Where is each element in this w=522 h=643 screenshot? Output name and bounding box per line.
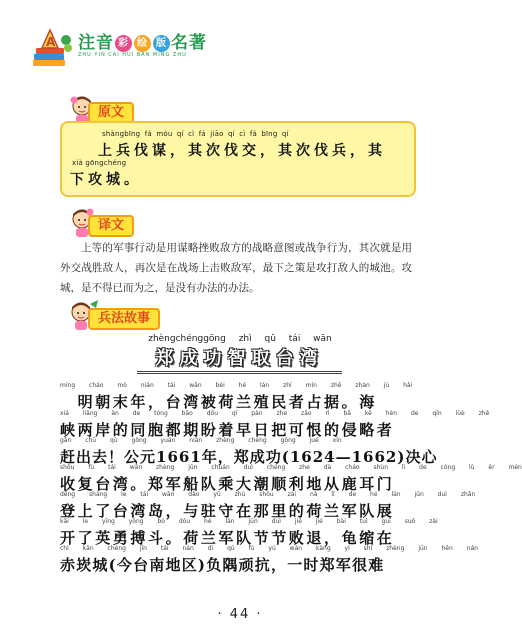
book-header	[30, 26, 280, 70]
story-line-text: 赶出去！公元1661年，郑成功(1624—1662)决心	[60, 448, 438, 466]
story-line-pinyin: míng cháo mò nián tái wān bèi hé lán zhí mín zhě zhàn jù hǎi	[60, 382, 413, 389]
story-line-text: 峡两岸的同胞都期盼着早日把可恨的侵略者	[60, 421, 395, 439]
story-line-pinyin: xiá liǎng àn de tóng bāo dōu qī pàn zhe zǎo rì bǎ kě hèn de qīn lüè zhě	[60, 410, 490, 417]
story-line-text: 收复台湾。郑军船队乘大潮顺利地从鹿耳门	[60, 475, 395, 493]
yuanwen-text-line-2: 下攻城。	[70, 172, 142, 188]
series-title-prefix: 注音	[78, 33, 114, 53]
yiwen-label: 译文	[88, 215, 134, 237]
story-line-pinyin: dēng shàng le tái wān dǎo yǔ zhù shǒu zài nà lǐ de hé lán jūn duì zhǎn	[60, 491, 476, 498]
story-line-pinyin: chì kǎn chéng jīn tái nán dì qū fù yú wán kàng yì shí zhèng jūn hěn nán	[60, 545, 478, 552]
series-title-suffix: 名著	[171, 33, 207, 53]
yuanwen-pinyin-line-2: xià gōngchéng	[72, 159, 127, 167]
book-stack-logo-icon	[30, 26, 74, 70]
page-number: · 44 ·	[217, 607, 263, 622]
story-line-pinyin: gǎn chū qù gōng yuán nián zhèng chéng gōng jué xīn	[60, 437, 342, 444]
yuanwen-box	[60, 121, 416, 197]
yiwen-text: 上等的军事行动是用谋略挫败敌方的战略意图或战争行为，其次就是用外交战胜敌人，再次是在战场上击败敌军，最下之策是攻打敌人的城池。攻城，是不得已而为之，是没有办法的办法。	[60, 242, 412, 294]
yuanwen-text-line-1: 上兵伐谋，其次伐交，其次伐兵，其	[98, 143, 386, 159]
story-heading	[66, 298, 206, 332]
story-line-pinyin: shōu fù tái wān zhèng jūn chuán duì chéng zhe dà cháo shùn lì de cóng lù ěr mén	[60, 464, 522, 471]
story-line-pinyin: kāi le yīng yǒng bó dòu hé lán jūn duì jié jié bài tuì guī suō zài	[60, 518, 438, 525]
badge-cai: 彩	[115, 35, 132, 52]
story-line-text: 明朝末年，台湾被荷兰殖民者占据。海	[60, 393, 377, 411]
series-title	[78, 28, 207, 53]
story-title: 郑成功智取台湾	[137, 347, 342, 374]
story-line-text: 开了英勇搏斗。荷兰军队节节败退，龟缩在	[60, 529, 395, 547]
yuanwen-pinyin-line-1: shàngbīng fá móu qí cì fá jiāo qí cì fá bīng qí	[102, 130, 289, 138]
yiwen-paragraph	[60, 238, 412, 298]
badge-hui: 绘	[134, 35, 151, 52]
badge-ban: 版	[153, 35, 170, 52]
story-line-text: 赤崁城(今台南地区)负隅顽抗，一时郑军很难	[60, 556, 385, 574]
series-subtitle: ZHU YIN CAI HUI BAN MING ZHU	[78, 52, 187, 58]
story-label: 兵法故事	[88, 308, 160, 330]
svg-text:A: A	[46, 35, 56, 49]
yuanwen-label: 原文	[88, 102, 134, 124]
yiwen-heading	[66, 205, 186, 239]
story-line-text: 登上了台湾岛，与驻守在那里的荷兰军队展	[60, 502, 395, 520]
story-title-pinyin: zhèngchénggōng zhì qǔ tái wān	[148, 334, 332, 344]
